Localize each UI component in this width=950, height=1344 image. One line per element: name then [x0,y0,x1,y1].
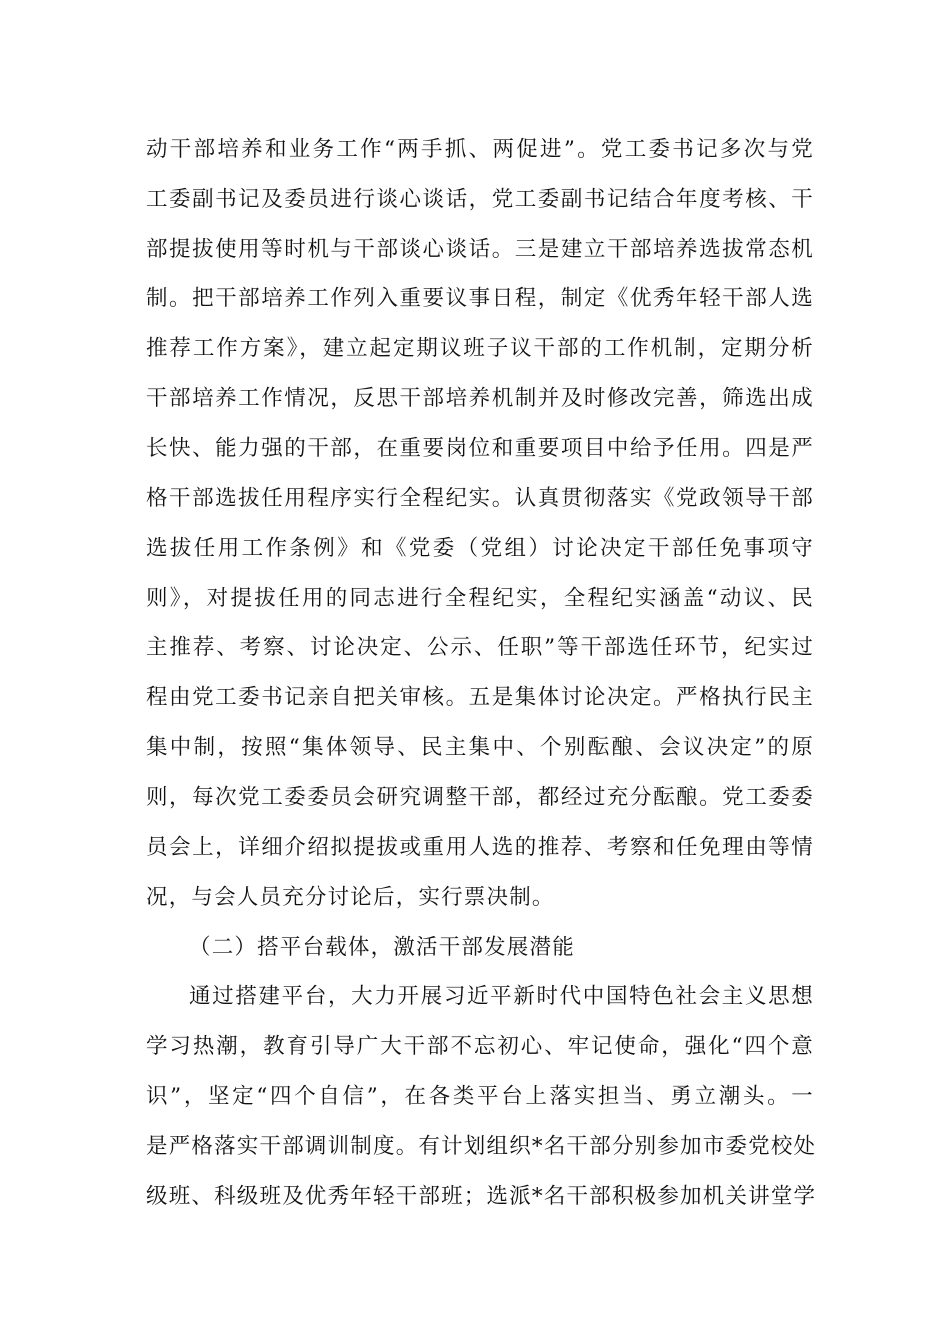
paragraph-line: 况，与会人员充分讨论后，实行票决制。 [146,885,555,910]
paragraph-line: 部提拔使用等时机与干部谈心谈话。三是建立干部培养选拔常态机 [146,237,814,262]
paragraph-line: 制。把干部培养工作列入重要议事日程，制定《优秀年轻干部人选 [146,286,814,311]
paragraph-line: 识”，坚定“四个自信”，在各类平台上落实担当、勇立潮头。一 [146,1084,814,1109]
paragraph-line: 长快、能力强的干部，在重要岗位和重要项目中给予任用。四是严 [146,436,814,461]
paragraph-line: 集中制，按照“集体领导、民主集中、个别酝酿、会议决定”的原 [146,735,814,760]
paragraph-line: 动干部培养和业务工作“两手抓、两促进”。党工委书记多次与党 [146,137,814,162]
paragraph-line: 选拔任用工作条例》和《党委（党组）讨论决定干部任免事项守 [146,536,814,561]
paragraph-line: 推荐工作方案》，建立起定期议班子议干部的工作机制，定期分析 [146,336,814,361]
paragraph-line: 是严格落实干部调训制度。有计划组织*名干部分别参加市委党校处 [146,1134,817,1159]
section-heading: （二）搭平台载体，激活干部发展潜能 [189,935,575,960]
paragraph-line: 级班、科级班及优秀年轻干部班；选派*名干部积极参加机关讲堂学 [146,1184,817,1209]
paragraph-line: 程由党工委书记亲自把关审核。五是集体讨论决定。严格执行民主 [146,685,814,710]
paragraph-line: 干部培养工作情况，反思干部培养机制并及时修改完善，筛选出成 [146,386,814,411]
paragraph-line: 则，每次党工委委员会研究调整干部，都经过充分酝酿。党工委委 [146,785,814,810]
paragraph-line: 格干部选拔任用程序实行全程纪实。认真贯彻落实《党政领导干部 [146,486,814,511]
paragraph-line: 则》，对提拔任用的同志进行全程纪实，全程纪实涵盖“动议、民 [146,586,814,611]
paragraph-line: 员会上，详细介绍拟提拔或重用人选的推荐、考察和任免理由等情 [146,835,814,860]
paragraph-line: 工委副书记及委员进行谈心谈话，党工委副书记结合年度考核、干 [146,187,814,212]
paragraph-line: 通过搭建平台，大力开展习近平新时代中国特色社会主义思想 [189,984,814,1009]
paragraph-line: 学习热潮，教育引导广大干部不忘初心、牢记使命，强化“四个意 [146,1034,814,1059]
paragraph-line: 主推荐、考察、讨论决定、公示、任职”等干部选任环节，纪实过 [146,635,814,660]
